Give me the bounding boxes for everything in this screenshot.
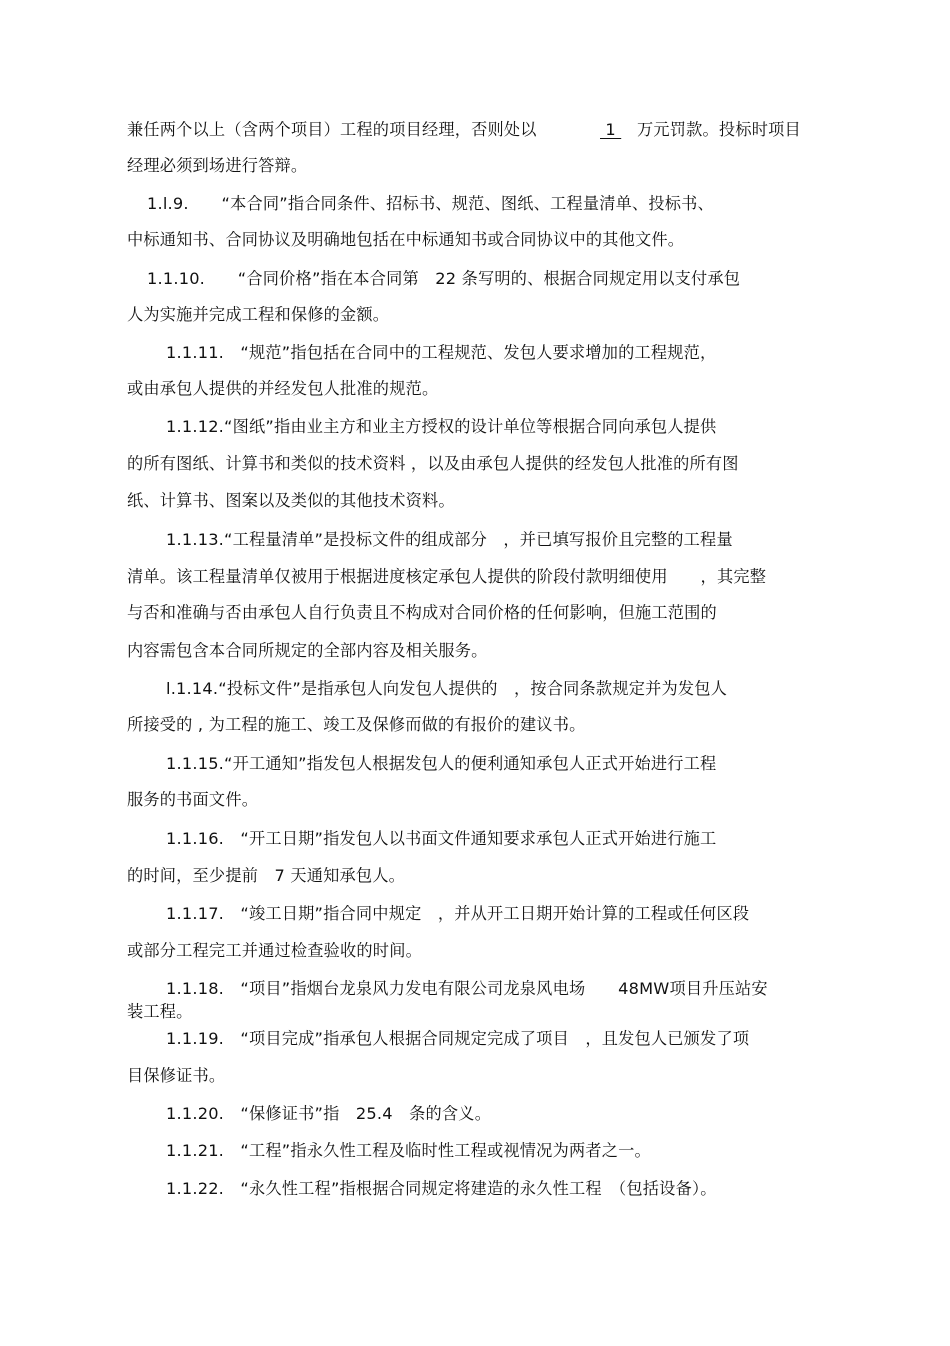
text-line: 或部分工程完工并通过检查验收的时间。 bbox=[127, 941, 422, 960]
text-line: 与否和准确与否由承包人自行负责且不构成对合同价格的任何影响，但施工范围的 bbox=[127, 603, 717, 622]
text-line: 服务的书面文件。 bbox=[127, 790, 259, 809]
text-line: 或由承包人提供的并经发包人批准的规范。 bbox=[127, 379, 439, 398]
clause-1-1-17: 1.1.17. “竣工日期”指合同中规定 ，并从开工日期开始计算的工程或任何区段 bbox=[166, 904, 750, 923]
text-line: 纸、计算书、图案以及类似的其他技术资料。 bbox=[127, 491, 455, 510]
text-line: 装工程。 bbox=[127, 1002, 193, 1021]
clause-1-1-11: 1.1.11. “规范”指包括在合同中的工程规范、发包人要求增加的工程规范， bbox=[166, 343, 717, 362]
clause-1-1-18: 1.1.18. “项目”指烟台龙泉风力发电有限公司龙泉风电场 48MW项目升压站安 bbox=[166, 979, 768, 998]
text-line: 万元罚款。投标时项目 bbox=[637, 120, 801, 139]
text-line: 所接受的 , 为工程的施工、竣工及保修而做的有报价的建议书。 bbox=[127, 715, 586, 734]
clause-1-1-22: 1.1.22. “永久性工程”指根据合同规定将建造的永久性工程 （包括设备）。 bbox=[166, 1179, 717, 1198]
text-line: 兼任两个以上（含两个项目）工程的项目经理，否则处以 bbox=[127, 120, 537, 139]
clause-1-1-9: 1.l.9. “本合同”指合同条件、招标书、规范、图纸、工程量清单、投标书、 bbox=[147, 194, 714, 213]
text-line: 中标通知书、合同协议及明确地包括在中标通知书或合同协议中的其他文件。 bbox=[127, 230, 685, 249]
clause-1-1-12: 1.1.12.“图纸”指由业主方和业主方授权的设计单位等根据合同向承包人提供 bbox=[166, 417, 717, 436]
clause-1-1-19: 1.1.19. “项目完成”指承包人根据合同规定完成了项目 ，且发包人已颁发了项 bbox=[166, 1029, 750, 1048]
clause-1-1-14: l.1.14.“投标文件”是指承包人向发包人提供的 ，按合同条款规定并为发包人 bbox=[166, 679, 728, 698]
clause-1-1-15: 1.1.15.“开工通知”指发包人根据发包人的便利通知承包人正式开始进行工程 bbox=[166, 754, 717, 773]
clause-1-1-20: 1.1.20. “保修证书”指 25.4 条的含义。 bbox=[166, 1104, 492, 1123]
clause-1-1-21: 1.1.21. “工程”指永久性工程及临时性工程或视情况为两者之一。 bbox=[166, 1141, 651, 1160]
clause-1-1-10: 1.1.10. “合同价格”指在本合同第 22 条写明的、根据合同规定用以支付承包 bbox=[147, 269, 741, 288]
clause-1-1-16: 1.1.16. “开工日期”指发包人以书面文件通知要求承包人正式开始进行施工 bbox=[166, 829, 717, 848]
text-line: 清单。该工程量清单仅被用于根据进度核定承包人提供的阶段付款明细使用 ，其完整 bbox=[127, 567, 767, 586]
clause-1-1-13: 1.1.13.“工程量清单”是投标文件的组成部分 ，并已填写报价且完整的工程量 bbox=[166, 530, 733, 549]
text-line: 内容需包含本合同所规定的全部内容及相关服务。 bbox=[127, 641, 488, 660]
text-line: 经理必须到场进行答辩。 bbox=[127, 156, 308, 175]
penalty-amount: 1 bbox=[600, 120, 622, 139]
text-line: 的所有图纸、计算书和类似的技术资料 ，以及由承包人提供的经发包人批准的所有图 bbox=[127, 454, 739, 473]
text-line: 人为实施并完成工程和保修的金额。 bbox=[127, 305, 390, 324]
text-line: 的时间，至少提前 7 天通知承包人。 bbox=[127, 866, 406, 885]
text-line: 目保修证书。 bbox=[127, 1066, 226, 1085]
